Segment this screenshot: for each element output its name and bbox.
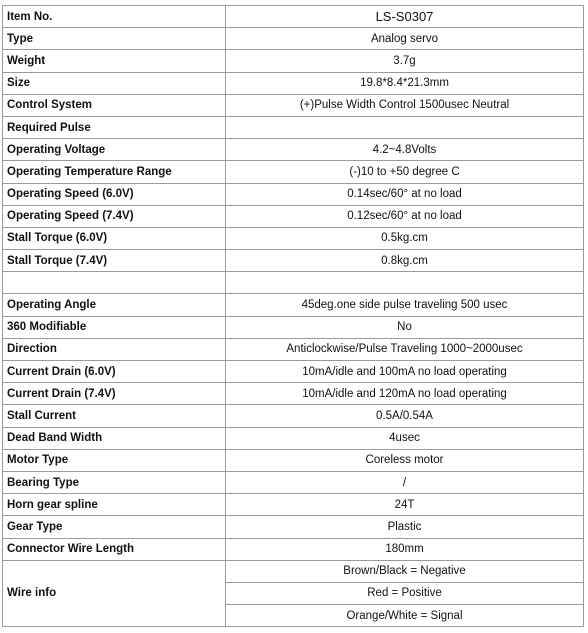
wire-info-label: Wire info <box>3 560 226 627</box>
table-row <box>3 538 584 560</box>
spec-value: (+)Pulse Width Control 1500usec Neutral <box>226 94 584 116</box>
table-row <box>3 227 584 249</box>
spec-value: 45deg.one side pulse traveling 500 usec <box>226 294 584 316</box>
spec-label: Current Drain (6.0V) <box>3 361 226 383</box>
spec-label: Item No. <box>3 6 226 28</box>
spec-label: Control System <box>3 94 226 116</box>
spec-value <box>226 272 584 294</box>
spec-value: Anticlockwise/Pulse Traveling 1000~2000usec <box>226 338 584 360</box>
spec-value: LS-S0307 <box>226 6 584 28</box>
spec-value <box>226 116 584 138</box>
spec-value: 24T <box>226 494 584 516</box>
spec-value: 0.5kg.cm <box>226 227 584 249</box>
spec-table <box>2 5 584 627</box>
spec-label: Weight <box>3 50 226 72</box>
spec-value: 10mA/idle and 100mA no load operating <box>226 361 584 383</box>
spec-value: 0.5A/0.54A <box>226 405 584 427</box>
spec-value: No <box>226 316 584 338</box>
spec-label: Operating Speed (7.4V) <box>3 205 226 227</box>
spec-value: 4usec <box>226 427 584 449</box>
spec-value: 0.12sec/60° at no load <box>226 205 584 227</box>
spec-label: Size <box>3 72 226 94</box>
table-row <box>3 494 584 516</box>
table-row <box>3 50 584 72</box>
spec-label: Motor Type <box>3 449 226 471</box>
spec-label: Current Drain (7.4V) <box>3 383 226 405</box>
spec-label: Operating Voltage <box>3 139 226 161</box>
spec-label: Operating Angle <box>3 294 226 316</box>
table-row <box>3 294 584 316</box>
spec-value: 4.2~4.8Volts <box>226 139 584 161</box>
table-row <box>3 361 584 383</box>
table-row <box>3 205 584 227</box>
table-row <box>3 516 584 538</box>
spec-value: Coreless motor <box>226 449 584 471</box>
spec-label <box>3 272 226 294</box>
spec-label: Stall Torque (6.0V) <box>3 227 226 249</box>
table-row <box>3 338 584 360</box>
spec-value: Plastic <box>226 516 584 538</box>
wire-info-value: Red = Positive <box>226 582 584 604</box>
spec-sheet <box>2 5 584 627</box>
spec-label: Stall Current <box>3 405 226 427</box>
table-row <box>3 183 584 205</box>
wire-info-value: Brown/Black = Negative <box>226 560 584 582</box>
blank-row <box>3 272 584 294</box>
table-row <box>3 427 584 449</box>
spec-value: 0.8kg.cm <box>226 250 584 272</box>
table-row <box>3 471 584 493</box>
spec-label: Direction <box>3 338 226 360</box>
spec-label: Connector Wire Length <box>3 538 226 560</box>
spec-label: Bearing Type <box>3 471 226 493</box>
spec-label: Dead Band Width <box>3 427 226 449</box>
spec-label: Required Pulse <box>3 116 226 138</box>
table-row <box>3 405 584 427</box>
table-row <box>3 6 584 28</box>
table-row <box>3 449 584 471</box>
spec-value: 180mm <box>226 538 584 560</box>
spec-label: Type <box>3 28 226 50</box>
wire-info-value: Orange/White = Signal <box>226 605 584 627</box>
spec-value: 19.8*8.4*21.3mm <box>226 72 584 94</box>
spec-value: 3.7g <box>226 50 584 72</box>
table-row <box>3 560 584 582</box>
spec-label: Stall Torque (7.4V) <box>3 250 226 272</box>
spec-value: 10mA/idle and 120mA no load operating <box>226 383 584 405</box>
table-row <box>3 250 584 272</box>
table-row <box>3 94 584 116</box>
table-row <box>3 139 584 161</box>
table-row <box>3 316 584 338</box>
spec-label: Gear Type <box>3 516 226 538</box>
spec-label: Operating Temperature Range <box>3 161 226 183</box>
spec-label: 360 Modifiable <box>3 316 226 338</box>
spec-value: (-)10 to +50 degree C <box>226 161 584 183</box>
table-row <box>3 383 584 405</box>
spec-value: / <box>226 471 584 493</box>
spec-label: Horn gear spline <box>3 494 226 516</box>
spec-value: Analog servo <box>226 28 584 50</box>
spec-label: Operating Speed (6.0V) <box>3 183 226 205</box>
table-row <box>3 28 584 50</box>
table-row <box>3 72 584 94</box>
table-row <box>3 161 584 183</box>
spec-value: 0.14sec/60° at no load <box>226 183 584 205</box>
table-row <box>3 116 584 138</box>
